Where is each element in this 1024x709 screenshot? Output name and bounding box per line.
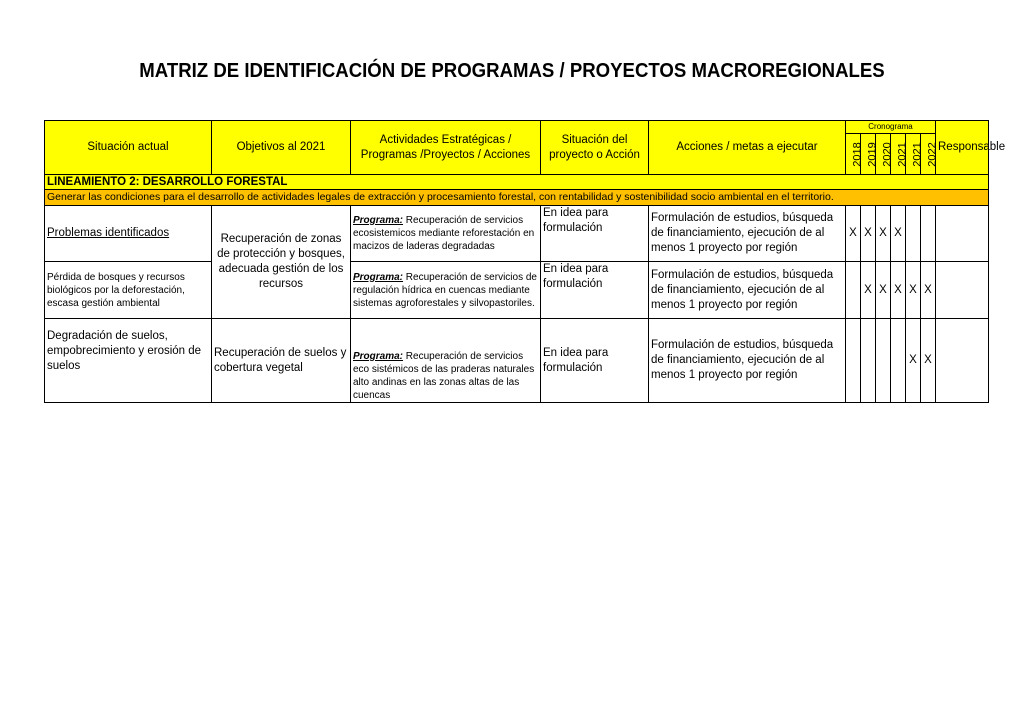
- mark-cell: [846, 319, 861, 403]
- header-year: 2018: [846, 134, 861, 175]
- mark-cell: X: [891, 206, 906, 262]
- objetivo-cell: Recuperación de zonas de protección y bosques, adecuada gestión de los recursos: [212, 206, 351, 319]
- situacion-cell: Pérdida de bosques y recursos biológicos por la deforestación, escasa gestión ambiental: [45, 262, 212, 319]
- acciones-cell: Formulación de estudios, búsqueda de financiamiento, ejecución de al menos 1 proyecto por región: [649, 262, 846, 319]
- responsable-cell: [936, 319, 989, 403]
- mark-cell: X: [861, 262, 876, 319]
- mark-cell: X: [906, 319, 921, 403]
- table-row: [45, 262, 989, 319]
- mark-cell: X: [906, 262, 921, 319]
- programa-cell: [351, 319, 541, 403]
- header-year: 2019: [861, 134, 876, 175]
- header-year: 2022: [921, 134, 936, 175]
- programa-text: Recuperación de servicios ecosistemicos mediante reforestación en macizos de laderas degradadas: [353, 215, 535, 252]
- objetivo-cell: Recuperación de suelos y cobertura vegetal: [212, 319, 351, 403]
- estado-cell: En idea para formulación: [541, 262, 649, 319]
- mark-cell: X: [921, 319, 936, 403]
- header-situacion-proyecto: Situación del proyecto o Acción: [541, 121, 649, 175]
- mark-cell: X: [876, 262, 891, 319]
- page-title: MATRIZ DE IDENTIFICACIÓN DE PROGRAMAS / PROYECTOS MACROREGIONALES: [139, 60, 885, 82]
- mark-cell: X: [876, 206, 891, 262]
- header-situacion-actual: Situación actual: [45, 121, 212, 175]
- mark-cell: [921, 206, 936, 262]
- mark-cell: X: [846, 206, 861, 262]
- header-acciones: Acciones / metas a ejecutar: [649, 121, 846, 175]
- situacion-cell: Degradación de suelos, empobrecimiento y erosión de suelos: [45, 319, 212, 403]
- situacion-cell: Problemas identificados: [45, 206, 212, 262]
- lineamiento-row: [45, 175, 989, 190]
- acciones-cell: Formulación de estudios, búsqueda de financiamiento, ejecución de al menos 1 proyecto por región: [649, 206, 846, 262]
- programa-cell: [351, 262, 541, 319]
- programa-text: Recuperación de servicios de regulación hídrica en cuencas mediante sistemas agroforestales y silvopastoriles.: [353, 271, 537, 309]
- programa-label: Programa:: [353, 351, 404, 362]
- mark-cell: X: [921, 262, 936, 319]
- programa-label: Programa:: [353, 271, 404, 283]
- mark-cell: [891, 319, 906, 403]
- table-row: [45, 319, 989, 403]
- objetivo-general-row: [45, 190, 989, 206]
- estado-cell: En idea para formulación: [541, 206, 649, 262]
- mark-cell: X: [891, 262, 906, 319]
- header-year: 2021: [906, 134, 921, 175]
- programa-cell: [351, 206, 541, 262]
- mark-cell: [846, 262, 861, 319]
- programa-label: Programa:: [353, 215, 404, 226]
- lineamiento-label: LINEAMIENTO 2: DESARROLLO FORESTAL: [45, 175, 989, 190]
- program-matrix-table: [44, 120, 1006, 403]
- header-row: [45, 121, 989, 134]
- objetivo-general-text: Generar las condiciones para el desarrollo de actividades legales de extracción y procesamiento forestal, con rentabilidad y sostenibilidad socio ambiental en el territorio.: [45, 190, 989, 206]
- header-actividades: Actividades Estratégicas / Programas /Proyectos / Acciones: [351, 121, 541, 175]
- header-cronograma: Cronograma: [846, 121, 936, 134]
- mark-cell: X: [861, 206, 876, 262]
- header-year: 2020: [876, 134, 891, 175]
- responsable-cell: [936, 206, 989, 262]
- mark-cell: [876, 319, 891, 403]
- responsable-cell: [936, 262, 989, 319]
- header-year: 2021: [891, 134, 906, 175]
- table-row: [45, 206, 989, 262]
- programa-text: Recuperación de servicios eco sistémicos de las praderas naturales alto andinas en las zonas altas de las cuencas: [353, 351, 535, 401]
- estado-cell: En idea para formulación: [541, 319, 649, 403]
- acciones-cell: Formulación de estudios, búsqueda de financiamiento, ejecución de al menos 1 proyecto por región: [649, 319, 846, 403]
- mark-cell: [906, 206, 921, 262]
- header-responsable: Responsable: [936, 121, 989, 175]
- mark-cell: [861, 319, 876, 403]
- header-objetivos: Objetivos al 2021: [212, 121, 351, 175]
